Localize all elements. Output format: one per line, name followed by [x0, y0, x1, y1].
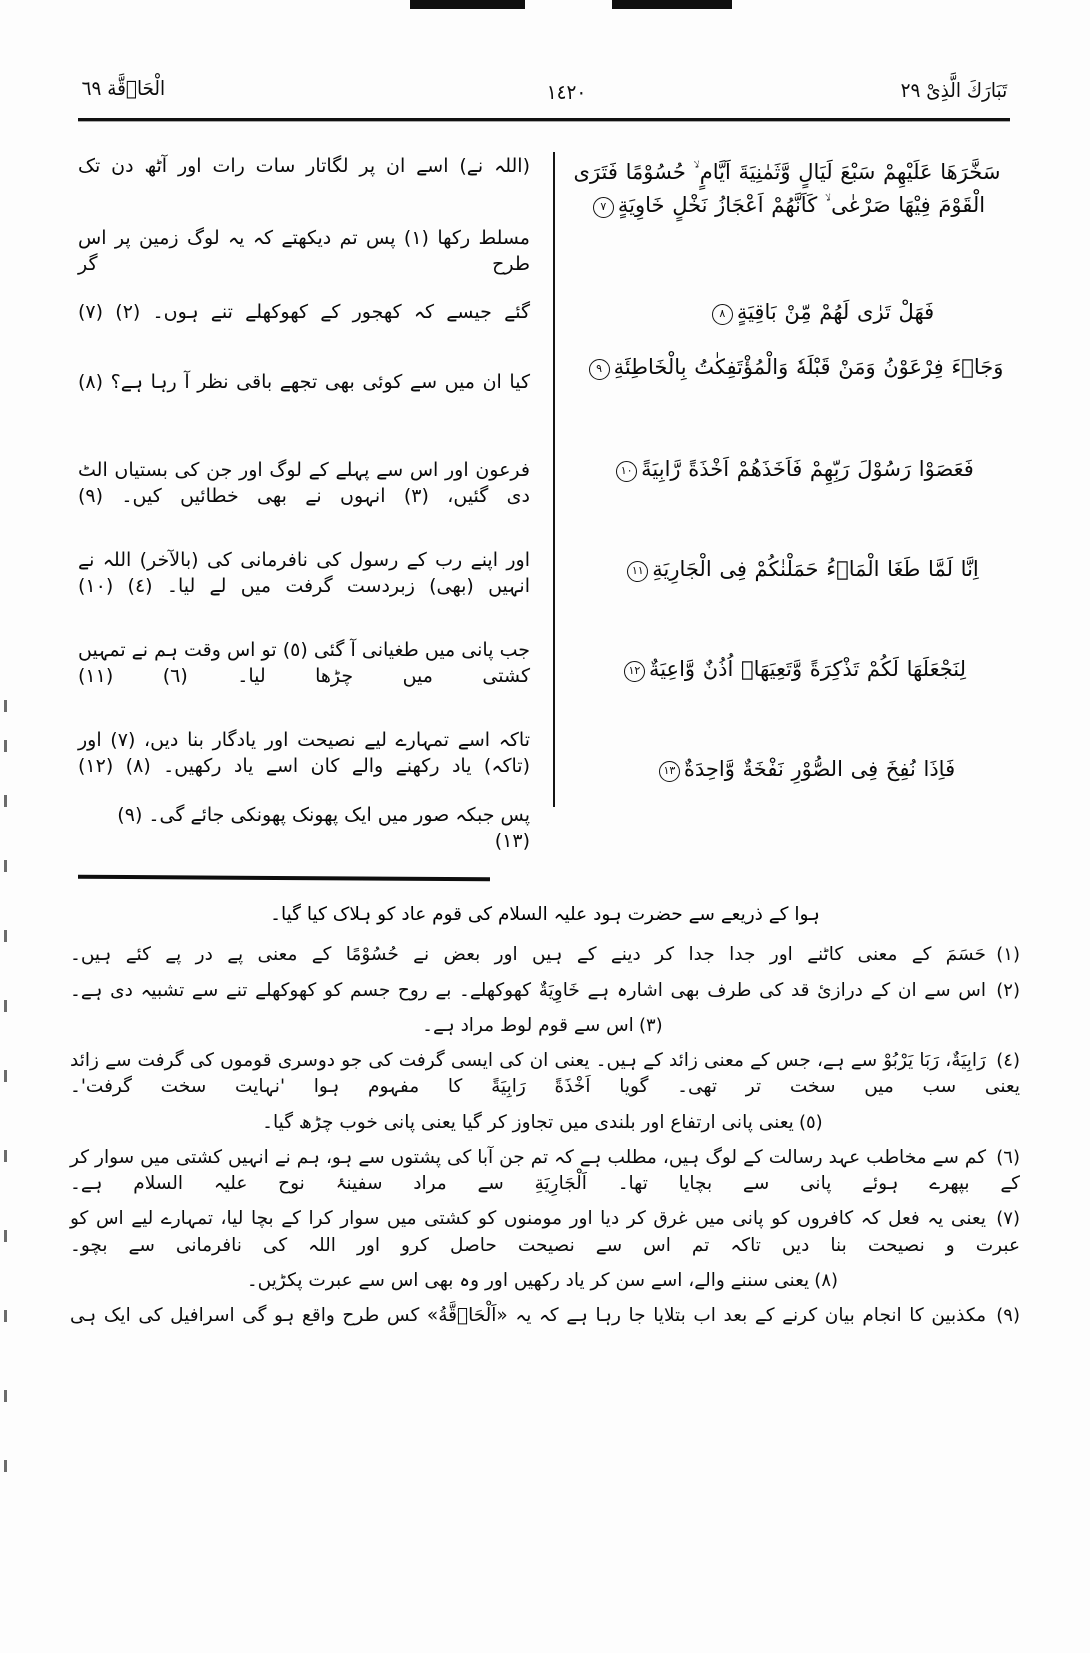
footnote-number: (٢) — [996, 979, 1020, 1001]
ayah-text: فَاِذَا نُفِخَ فِى الصُّوْرِ نَفْخَةٌ وَّاحِدَةٌ — [683, 757, 956, 781]
footnote-number: (٧) — [996, 1208, 1020, 1230]
footnote-item — [70, 1048, 1020, 1101]
ayah-block — [632, 296, 1010, 329]
footnote-number: (٦) — [996, 1146, 1020, 1168]
footnote-text: رَابِیَةٌ، رَبَا یَرْبُوْ سے ہے، جس کے معنی زائد کے ہیں۔ یعنی ان کی ایسی گرفت کی جو دوسری قوموں کی گرفت سے زائد یعنی سب میں سخت تر تھی۔ گویا اَخْذَةً رَابِیَةً کا مفہوم ہوا 'نہایت سخت گرفت'۔ — [70, 1050, 1020, 1098]
ayah-block — [576, 453, 1010, 486]
footnote-text: یعنی یہ فعل کہ کافروں کو پانی میں غرق کر دیا اور مومنوں کو کشتی میں سوار کرا کے بچا لیا، تمہارے لیے اس کو عبرت و نصیحت بنا دیں تاکہ تم اس سے نصیحت حاصل کرو اور اللہ کی نافرمانی سے بچو۔ — [70, 1208, 1020, 1256]
urdu-line: مسلط رکھا (١) پس تم دیکھتے کہ یہ لوگ زمین پر اس طرح گر — [78, 227, 530, 275]
footnote-text: حَسَمَ کے معنی کاٹنے اور جدا جدا کر دینے کے ہیں اور بعض نے حُسُوْمًا کے معنی پے در پے کئے ہیں۔ — [70, 944, 986, 966]
footnotes-section — [70, 902, 1020, 1338]
header-surah-label: الْحَاۤقَّة ٦٩ — [81, 76, 166, 100]
ayah-marker: ١٣ — [659, 761, 680, 782]
footnote-item — [70, 1268, 1020, 1294]
ayah-block — [592, 553, 1010, 586]
page-header — [78, 74, 1012, 116]
ayah-text: سَخَّرَهَا عَلَيْهِمْ سَبْعَ لَيَالٍ وَّثَمٰنِيَةَ اَيَّامٍ ۙ حُسُوْمًا فَتَرَى الْقَوْمَ فِيْهَا صَرْعٰى ۙ كَاَنَّهُمْ اَعْجَازُ نَخْلٍ خَاوِيَةٍ — [573, 160, 1001, 217]
header-divider-rule — [78, 118, 1010, 121]
ayah-text: لِنَجْعَلَهَا لَكُمْ تَذْكِرَةً وَّتَعِيَهَاۤ اُذُنٌ وَّاعِيَةٌ — [648, 657, 967, 681]
footnote-number: (٥) — [798, 1111, 823, 1133]
arabic-text-column — [562, 148, 1012, 828]
footnote-text: اس سے ان کے درازئ قد کی طرف بھی اشارہ ہے خَاوِیَةٌ کھوکھلے۔ بے روح جسم کو کھوکھلے تنے سے تشبیہ دی ہے۔ — [70, 979, 986, 1001]
footnote-intro: ہوا کے ذریعے سے حضرت ہود علیہ السلام کی قوم عاد کو ہلاک کیا گیا۔ — [270, 904, 820, 925]
ayah-text: وَجَاۤءَ فِرْعَوْنُ وَمَنْ قَبْلَهٗ وَالْمُؤْتَفِكٰتُ بِالْخَاطِئَةِ — [613, 355, 1004, 379]
urdu-line: اور اپنے رب کے رسول کی نافرمانی کی (بالآخر) اللہ نے انہیں (بھی) زبردست گرفت میں لے لیا۔ (٤) (١٠) — [78, 549, 530, 597]
scan-crop-bar-right — [612, 0, 732, 9]
urdu-line: جب پانی میں طغیانی آ گئی (٥) تو اس وقت ہم نے تمہیں کشتی میں چڑھا لیا۔ (٦) (١١) — [78, 639, 530, 687]
urdu-translation-column — [78, 148, 530, 852]
ayah-text: اِنَّا لَمَّا طَغَا الْمَاۤءُ حَمَلْنٰكُمْ فِى الْجَارِيَةِ — [652, 557, 979, 581]
ayah-block — [578, 351, 1010, 384]
footnote-divider-rule — [78, 875, 490, 882]
footnote-text: یعنی سننے والے، اسے سن کر یاد رکھیں اور وہ بھی اس سے عبرت پکڑیں۔ — [246, 1269, 810, 1291]
footnote-item — [70, 1303, 1020, 1329]
urdu-line: کیا ان میں سے کوئی بھی تجھے باقی نظر آ رہا ہے؟ (٨) — [78, 371, 530, 393]
ayah-marker: ١٢ — [624, 661, 645, 682]
footnote-item — [70, 1206, 1020, 1259]
footnote-number: (٨) — [814, 1269, 839, 1291]
footnote-number: (٤) — [996, 1050, 1020, 1072]
urdu-line: پس جبکہ صور میں ایک پھونک پھونکی جائے گی۔ (٩) (١٣) — [117, 804, 530, 852]
scan-crop-bar-left — [410, 0, 525, 9]
ayah-block — [564, 156, 1010, 221]
footnote-text: اس سے قوم لوط مراد ہے۔ — [422, 1014, 634, 1036]
urdu-line: فرعون اور اس سے پہلے کے لوگ اور جن کی بستیاں الٹ دی گئیں، (٣) انہوں نے بھی خطائیں کیں۔ (٩) — [78, 459, 530, 507]
ayah-marker: ١٠ — [616, 461, 637, 482]
ayah-text: فَهَلْ تَرٰى لَهُمْ مِّنْ بَاقِيَةٍ — [736, 300, 935, 324]
footnote-item — [70, 1145, 1020, 1198]
binding-edge-marks — [2, 700, 8, 1480]
ayah-block — [600, 753, 1010, 786]
footnote-text: کم سے مخاطب عہد رسالت کے لوگ ہیں، مطلب ہے کہ تم جن آبا کی پشتوں سے ہو، ہم نے انہیں کشتی میں سوار کر کے بپھرے ہوئے پانی سے بچایا تھا۔ اَلْجَارِیَةِ سے مراد سفینۂ نوح علیہ السلام ہے۔ — [70, 1146, 1020, 1195]
footnote-item — [70, 1013, 1020, 1039]
body-columns — [78, 148, 1012, 852]
footnote-text: یعنی پانی ارتفاع اور بلندی میں تجاوز کر گیا یعنی پانی خوب چڑھ گیا۔ — [262, 1111, 794, 1133]
footnote-item — [70, 978, 1020, 1004]
footnote-item — [70, 942, 1020, 968]
footnote-number: (٣) — [638, 1014, 663, 1036]
ayah-marker: ١١ — [627, 561, 648, 582]
footnote-item — [70, 1110, 1020, 1136]
ayah-marker: ٨ — [712, 304, 733, 325]
ayah-block — [576, 653, 1010, 686]
footnote-text: مکذبین کا انجام بیان کرنے کے بعد اب بتلایا جا رہا ہے کہ یہ «اَلْحَاۤقَّةُ» کس طرح واقع ہو گی اسرافیل کی ایک ہی — [70, 1305, 986, 1327]
urdu-line: (اللہ نے) اسے ان پر لگاتار سات رات اور آٹھ دن تک — [78, 155, 530, 177]
urdu-line: تاکہ اسے تمہارے لیے نصیحت اور یادگار بنا دیں، (٧) اور (تاکہ) یاد رکھنے والے کان اسے یاد رکھیں۔ (٨) (١٢) — [78, 729, 530, 777]
ayah-marker: ٩ — [589, 359, 610, 380]
column-divider-rule — [553, 152, 555, 807]
urdu-line: گئے جیسے کہ کھجور کے کھوکھلے تنے ہوں۔ (٢) (٧) — [78, 301, 530, 323]
page-number: ١٤٢٠ — [546, 80, 587, 104]
ayah-marker: ٧ — [593, 197, 614, 218]
ayah-text: فَعَصَوْا رَسُوْلَ رَبِّهِمْ فَاَخَذَهُمْ اَخْذَةً رَّابِيَةً — [641, 457, 974, 481]
footnote-number: (٩) — [996, 1305, 1020, 1327]
header-juz-label: تَبَارَكَ الَّذِىْ ٢٩ — [900, 78, 1008, 102]
footnote-number: (١) — [996, 944, 1020, 966]
